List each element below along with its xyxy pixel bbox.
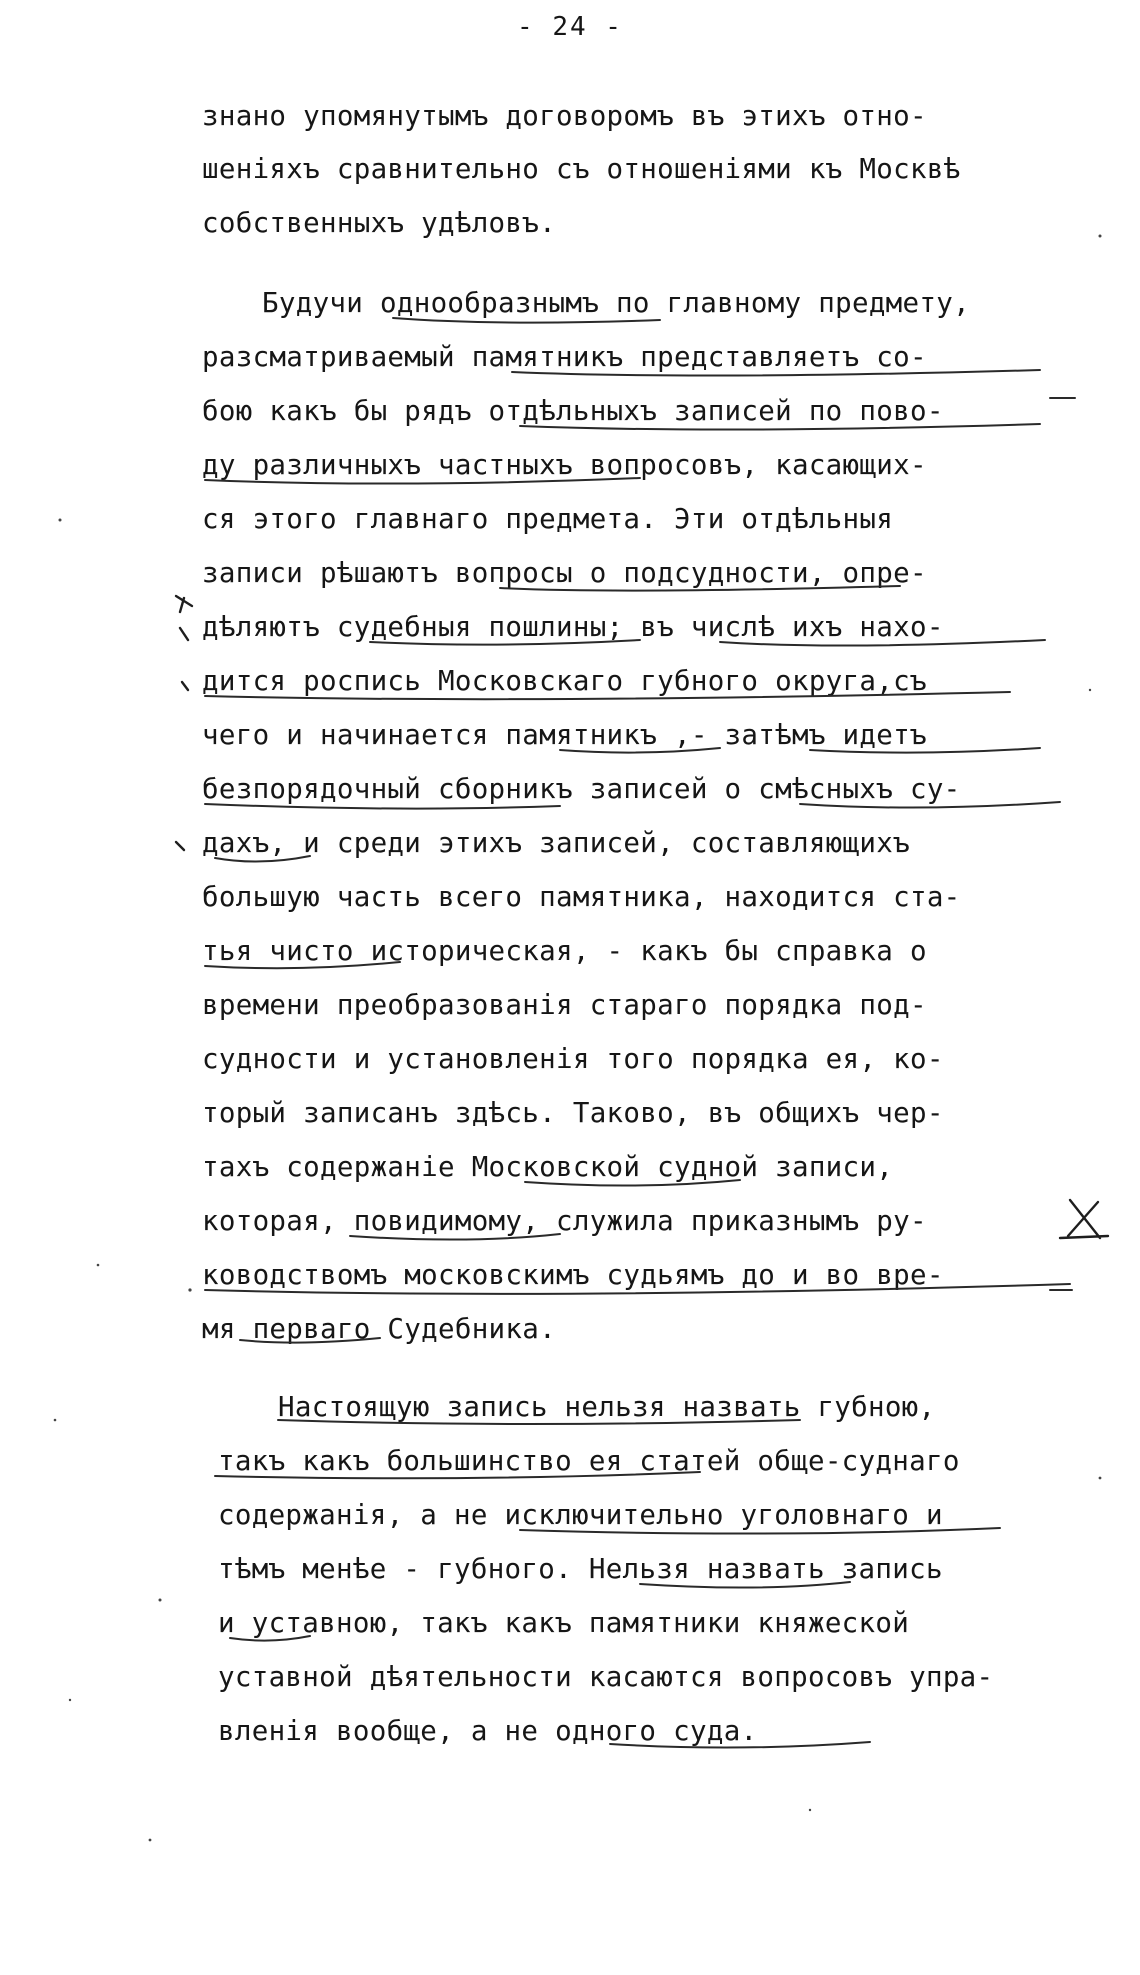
text-line: большую часть всего памятника, находится ста- [202,881,961,913]
pencil-underline [370,640,640,645]
text-line: чего и начинается памятникъ ,- затѣмъ идетъ [202,719,927,751]
text-line: шеніяхъ сравнительно съ отношеніями къ Москвѣ [202,153,961,185]
pencil-underline [640,1582,850,1588]
pencil-underline [205,962,400,968]
pencil-underline [720,640,1045,646]
text-line: бою какъ бы рядъ отдѣльныхъ записей по пово- [202,395,944,427]
pencil-underline [205,478,640,484]
text-line: безпорядочный сборникъ записей о смѣсныхъ су- [202,773,961,805]
pencil-underline [500,586,900,591]
pencil-underline [205,1284,1070,1294]
text-line: мя перваго Судебника. [202,1313,556,1345]
pencil-underline [512,370,1040,376]
text-line: такъ какъ большинство ея статей обще-суднаго [218,1445,960,1477]
margin-tick-mark [182,682,188,690]
text-line: и уставною, такъ какъ памятники княжеской [218,1607,910,1639]
text-line: ководствомъ московскимъ судьямъ до и во вре- [202,1259,944,1291]
margin-tick-mark [180,628,188,640]
text-line: ся этого главнаго предмета. Эти отдѣльныя [202,503,894,535]
margin-tick-mark [176,842,184,850]
pencil-underline [230,1636,310,1641]
pencil-underline [240,1338,380,1343]
text-line: знано упомянутымъ договоромъ въ этихъ отно- [202,100,927,132]
text-line: времени преобразованія стараго порядка под- [202,989,927,1021]
page-number: - 24 - [517,12,623,42]
pencil-underline [520,1528,1000,1534]
pencil-underline [205,804,560,809]
text-line: дится роспись Московскаго губного округа,съ [202,665,927,697]
pencil-underline [215,856,310,862]
text-line: дахъ, и среди этихъ записей, составляющихъ [202,827,910,859]
text-line: Настоящую запись нельзя назвать губною, [278,1391,936,1423]
text-line: дѣляютъ судебныя пошлины; въ числѣ ихъ нахо- [202,611,944,643]
margin-cross-mark [1060,1200,1108,1238]
text-line: ду различныхъ частныхъ вопросовъ, касающих- [202,449,927,481]
margin-check-mark [176,596,192,612]
text-line: тѣмъ менѣе - губного. Нельзя назвать запись [218,1553,943,1585]
text-line: судности и установленія того порядка ея, ко- [202,1043,944,1075]
text-line: уставной дѣятельности касаются вопросовъ упра- [218,1661,994,1693]
pencil-underline [810,748,1040,753]
pencil-underline [525,1180,740,1186]
pencil-underline [393,318,660,323]
pencil-underline [520,424,1040,430]
text-line: записи рѣшаютъ вопросы о подсудности, опре- [202,557,927,589]
pencil-underline [205,692,1010,699]
text-line: тахъ содержаніе Московской судной записи, [202,1151,894,1183]
text-line: Будучи однообразнымъ по главному предмету, [262,287,970,319]
pencil-underline [800,802,1060,808]
pencil-underline [350,1234,560,1240]
text-line: тья чисто историческая, - какъ бы справка о [202,935,927,967]
text-line: разсматриваемый памятникъ представляетъ со- [202,341,927,373]
text-line: торый записанъ здѣсь. Таково, въ общихъ чер- [202,1097,944,1129]
text-line: собственныхъ удѣловъ. [202,207,556,239]
pencil-underline [215,1472,700,1478]
text-line: которая, повидимому, служила приказнымъ ру- [202,1205,927,1237]
pencil-underline [610,1742,870,1748]
text-line: вленія вообще, а не одного суда. [218,1715,758,1747]
pencil-underline [560,748,720,753]
pencil-underline [278,1420,800,1424]
text-line: содержанія, а не исключительно уголовнаго и [218,1499,943,1531]
